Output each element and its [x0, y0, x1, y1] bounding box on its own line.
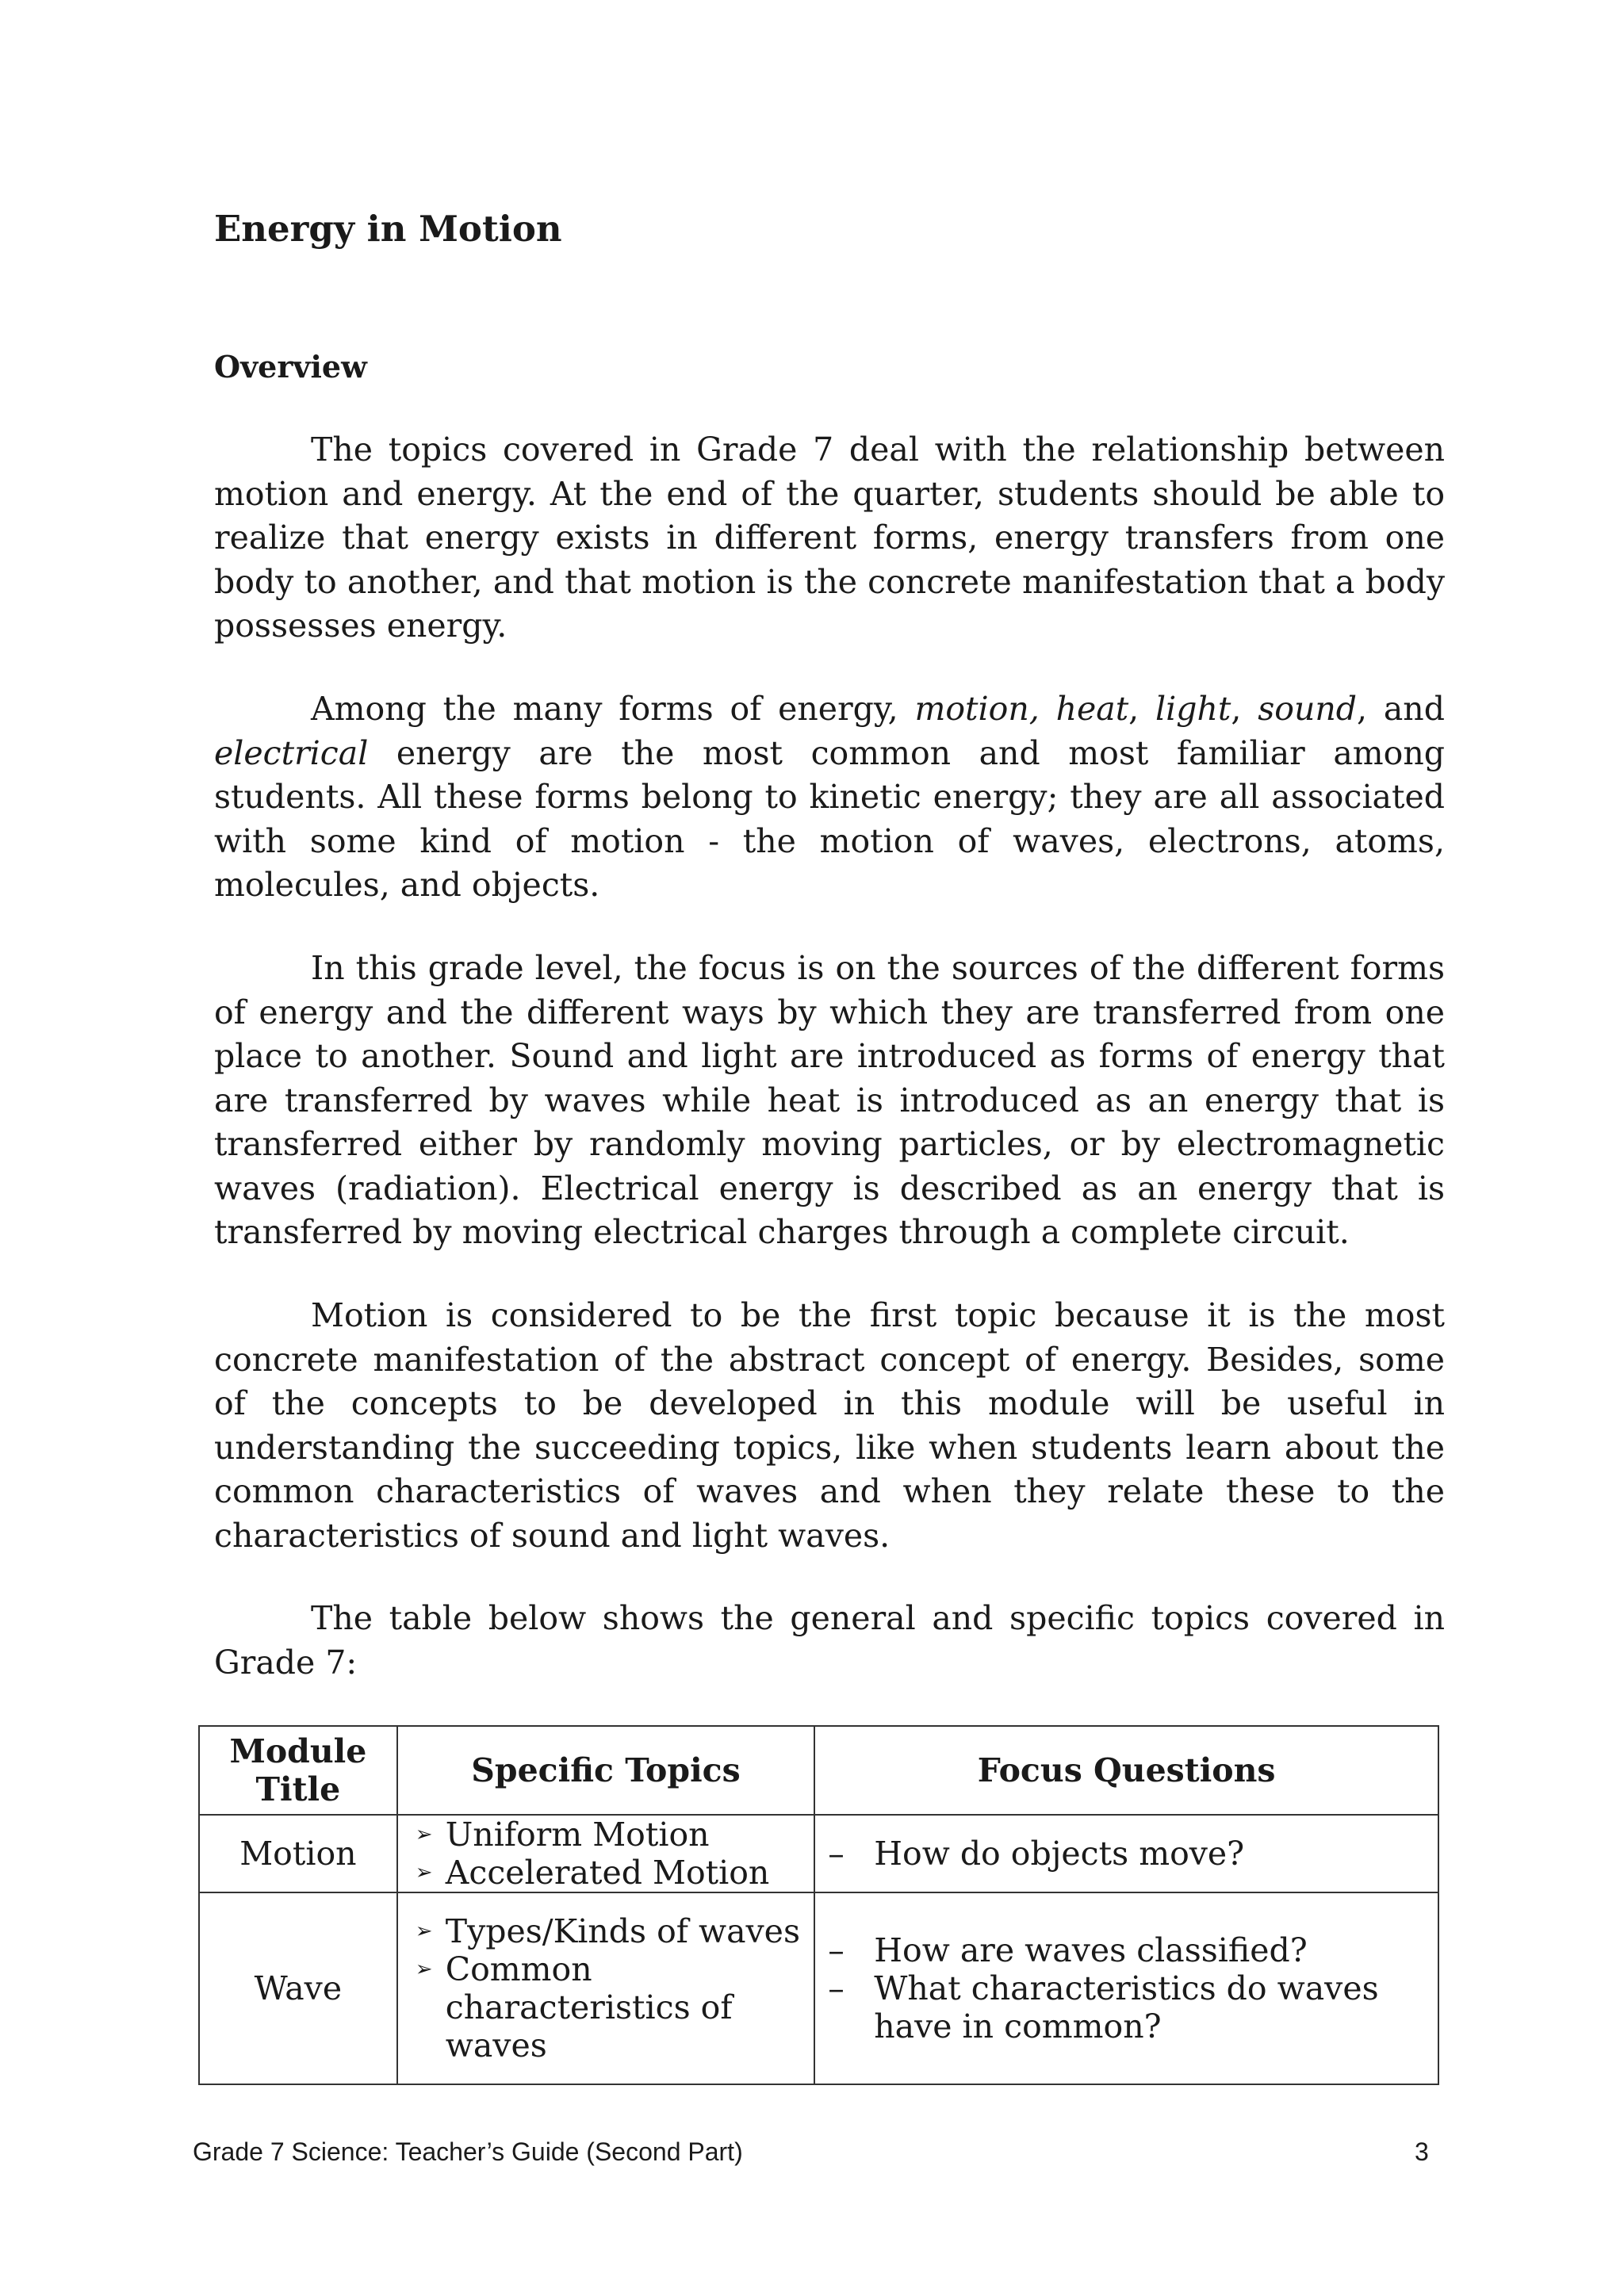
- section-heading: Overview: [214, 349, 367, 385]
- table-row: [199, 1815, 1438, 1892]
- paragraph-2-text-c: ,: [1128, 690, 1156, 728]
- topic-text: Accelerated Motion: [445, 1854, 770, 1892]
- arrow-bullet-icon: ➢: [415, 1919, 433, 1943]
- list-item: [828, 1931, 1438, 1969]
- paragraph-2: [214, 687, 1445, 908]
- dash-bullet-icon: –: [828, 1969, 845, 2007]
- list-item: [828, 1969, 1438, 2045]
- term-sound: sound: [1258, 690, 1358, 728]
- footer-title: Grade 7 Science: Teacher’s Guide (Second Part): [193, 2137, 743, 2166]
- paragraph-1-text: The topics covered in Grade 7 deal with the relationship between motion and energy. At the end of the quarter, students should be able to realize that energy exists in different forms, energy transfers from one body to another, and that motion is the concrete manifestation that a body possesses energy.: [214, 430, 1445, 645]
- header-focus-questions: Focus Questions: [814, 1726, 1438, 1815]
- header-module-title: [199, 1726, 397, 1815]
- module-cell: Wave: [199, 1892, 397, 2084]
- topics-cell: [397, 1815, 815, 1892]
- topics-table: [198, 1725, 1439, 2085]
- list-item: [828, 1835, 1438, 1873]
- arrow-bullet-icon: ➢: [415, 1823, 433, 1846]
- paragraph-5-text: The table below shows the general and specific topics covered in Grade 7:: [214, 1599, 1445, 1682]
- paragraph-2-text-b: [1040, 690, 1056, 728]
- dash-bullet-icon: –: [828, 1931, 845, 1969]
- paragraph-3: [214, 947, 1445, 1255]
- paragraph-5: [214, 1597, 1445, 1685]
- topics-cell: [397, 1892, 815, 2084]
- paragraph-2-text-e: , and: [1357, 690, 1445, 728]
- table-row: [199, 1892, 1438, 2084]
- page-number: 3: [1415, 2137, 1429, 2166]
- list-item: [416, 1816, 814, 1854]
- list-item: [416, 1912, 814, 1950]
- paragraph-4-text: Motion is considered to be the first topic because it is the most concrete manifestation of the abstract concept of energy. Besides, some of the concepts to be developed in this module will be useful in understanding the succeeding topics, like when students learn about the common characteristics of waves and when they relate these to the characteristics of sound and light waves.: [214, 1296, 1445, 1555]
- topic-text: Types/Kinds of waves: [445, 1912, 800, 1950]
- arrow-bullet-icon: ➢: [415, 1861, 433, 1885]
- list-item: [416, 1950, 814, 2064]
- question-text: How do objects move?: [874, 1835, 1245, 1873]
- question-text: How are waves classified?: [874, 1931, 1308, 1969]
- paragraph-2-text-a: Among the many forms of energy,: [311, 690, 915, 728]
- paragraph-2-text-d: ,: [1231, 690, 1258, 728]
- term-light: light: [1155, 690, 1231, 728]
- paragraph-2-text-f: energy are the most common and most familiar among students. All these forms belong to kinetic energy; they are all associated with some kind of motion - the motion of waves, electrons, atoms, molecules, and objects.: [214, 733, 1445, 904]
- term-motion: motion,: [914, 690, 1040, 728]
- term-heat: heat: [1055, 690, 1129, 728]
- term-electrical: electrical: [214, 733, 369, 772]
- topic-text: Common characteristics of waves: [445, 1950, 733, 2064]
- paragraph-4: [214, 1294, 1445, 1558]
- questions-cell: [814, 1815, 1438, 1892]
- header-specific-topics: Specific Topics: [397, 1726, 815, 1815]
- table-header-row: [199, 1726, 1438, 1815]
- header-module-title-line2: Title: [255, 1770, 341, 1808]
- dash-bullet-icon: –: [828, 1835, 845, 1873]
- paragraph-3-text: In this grade level, the focus is on the sources of the different forms of energy and the different ways by which they are transferred from one place to another. Sound and light are introduced as forms of energy that are transferred by waves while heat is introduced as an energy that is transferred either by randomly moving particles, or by electromagnetic waves (radiation). Electrical energy is described as an energy that is transferred by moving electrical charges through a complete circuit.: [214, 949, 1445, 1251]
- page-title: Energy in Motion: [214, 208, 562, 250]
- list-item: [416, 1854, 814, 1892]
- questions-cell: [814, 1892, 1438, 2084]
- paragraph-1: [214, 428, 1445, 649]
- module-cell: Motion: [199, 1815, 397, 1892]
- header-module-title-line1: Module: [229, 1732, 367, 1770]
- question-text: What characteristics do waves have in common?: [874, 1969, 1379, 2045]
- arrow-bullet-icon: ➢: [415, 1957, 433, 1981]
- topic-text: Uniform Motion: [445, 1816, 710, 1854]
